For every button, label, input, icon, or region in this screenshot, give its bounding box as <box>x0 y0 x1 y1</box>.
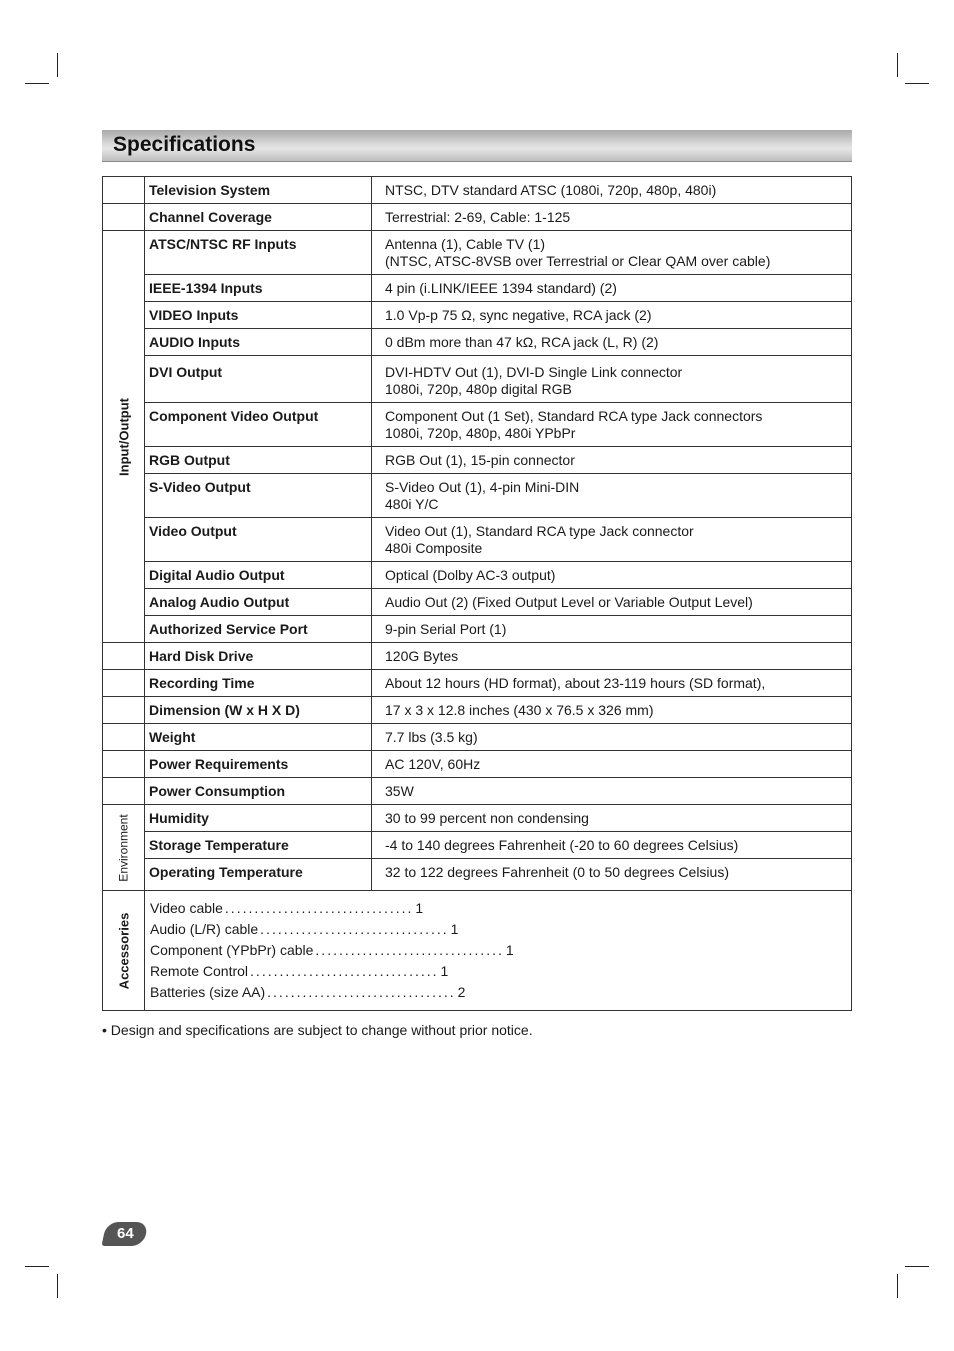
group-input-output <box>103 231 145 643</box>
spec-label: AUDIO Inputs <box>145 329 372 356</box>
spec-label: Operating Temperature <box>145 859 372 891</box>
spec-value: Audio Out (2) (Fixed Output Level or Variable Output Level) <box>372 589 852 616</box>
spec-label: Weight <box>145 724 372 751</box>
crop-mark <box>57 1274 58 1298</box>
crop-mark <box>57 53 58 77</box>
table-row <box>103 891 852 1011</box>
table-row <box>103 302 852 329</box>
table-row <box>103 589 852 616</box>
table-row <box>103 832 852 859</box>
list-item: Batteries (size AA) ................................ 2 <box>150 984 466 1000</box>
table-row <box>103 177 852 204</box>
table-row <box>103 329 852 356</box>
accessories-list <box>146 892 850 1009</box>
spec-value: Terrestrial: 2-69, Cable: 1-125 <box>372 204 852 231</box>
spec-label: Humidity <box>145 805 372 832</box>
spec-value: Video Out (1), Standard RCA type Jack connector 480i Composite <box>372 518 852 562</box>
crop-mark <box>25 1266 49 1267</box>
spec-value: 1.0 Vp-p 75 Ω, sync negative, RCA jack (2) <box>372 302 852 329</box>
accessories-cell <box>145 891 852 1011</box>
spec-value: 4 pin (i.LINK/IEEE 1394 standard) (2) <box>372 275 852 302</box>
spec-value: 120G Bytes <box>372 643 852 670</box>
spec-value: 0 dBm more than 47 kΩ, RCA jack (L, R) (2) <box>372 329 852 356</box>
crop-mark <box>25 83 49 84</box>
spec-value: 7.7 lbs (3.5 kg) <box>372 724 852 751</box>
list-item: Audio (L/R) cable ................................ 1 <box>150 921 459 937</box>
spec-value: 9-pin Serial Port (1) <box>372 616 852 643</box>
list-item: Video cable ................................ 1 <box>150 900 424 916</box>
table-row <box>103 670 852 697</box>
footnote: • Design and specifications are subject to change without prior notice. <box>102 1022 533 1038</box>
spec-label: Digital Audio Output <box>145 562 372 589</box>
spec-table <box>102 176 852 1011</box>
spec-value: Antenna (1), Cable TV (1) (NTSC, ATSC-8VSB over Terrestrial or Clear QAM over cable) <box>372 231 852 275</box>
spec-label: Channel Coverage <box>145 204 372 231</box>
spec-label: Power Consumption <box>145 778 372 805</box>
spec-label: Hard Disk Drive <box>145 643 372 670</box>
spec-label: Storage Temperature <box>145 832 372 859</box>
spec-value: 32 to 122 degrees Fahrenheit (0 to 50 degrees Celsius) <box>372 859 852 891</box>
table-row <box>103 356 852 403</box>
table-row <box>103 518 852 562</box>
table-row <box>103 403 852 447</box>
table-row <box>103 778 852 805</box>
list-item: Component (YPbPr) cable ................................ 1 <box>150 942 514 958</box>
table-row <box>103 474 852 518</box>
crop-mark <box>897 1274 898 1298</box>
spec-value: Component Out (1 Set), Standard RCA type Jack connectors 1080i, 720p, 480p, 480i YPbPr <box>372 403 852 447</box>
spec-label: S-Video Output <box>145 474 372 518</box>
page-number: 64 <box>116 1225 134 1242</box>
spec-value: DVI-HDTV Out (1), DVI-D Single Link connector 1080i, 720p, 480p digital RGB <box>372 356 852 403</box>
spec-value: NTSC, DTV standard ATSC (1080i, 720p, 480p, 480i) <box>372 177 852 204</box>
spec-label: Power Requirements <box>145 751 372 778</box>
table-row <box>103 204 852 231</box>
spec-label: Component Video Output <box>145 403 372 447</box>
title-bar <box>102 130 852 162</box>
group-label: Environment <box>116 813 130 882</box>
spec-label: Analog Audio Output <box>145 589 372 616</box>
spec-value: -4 to 140 degrees Fahrenheit (-20 to 60 degrees Celsius) <box>372 832 852 859</box>
spec-label: DVI Output <box>145 356 372 403</box>
list-item: Remote Control ................................ 1 <box>150 963 449 979</box>
page-title: Specifications <box>113 133 256 156</box>
spec-value: 35W <box>372 778 852 805</box>
table-row <box>103 616 852 643</box>
spec-label: Authorized Service Port <box>145 616 372 643</box>
table-row <box>103 859 852 891</box>
table-row <box>103 805 852 832</box>
spec-value: RGB Out (1), 15-pin connector <box>372 447 852 474</box>
table-row <box>103 447 852 474</box>
table-row <box>103 643 852 670</box>
spec-value: 17 x 3 x 12.8 inches (430 x 76.5 x 326 mm) <box>372 697 852 724</box>
table-row <box>103 562 852 589</box>
spec-label: ATSC/NTSC RF Inputs <box>145 231 372 275</box>
spec-value: Optical (Dolby AC-3 output) <box>372 562 852 589</box>
group-label: Input/Output <box>116 397 131 476</box>
group-accessories <box>103 891 145 1011</box>
crop-mark <box>905 1266 929 1267</box>
spec-value: 30 to 99 percent non condensing <box>372 805 852 832</box>
spec-label: Television System <box>145 177 372 204</box>
spec-label: Video Output <box>145 518 372 562</box>
page-number-badge <box>101 1222 148 1246</box>
table-row <box>103 275 852 302</box>
spec-label: VIDEO Inputs <box>145 302 372 329</box>
spec-value: S-Video Out (1), 4-pin Mini-DIN 480i Y/C <box>372 474 852 518</box>
group-environment <box>103 805 145 891</box>
group-label: Accessories <box>116 912 131 989</box>
table-row <box>103 751 852 778</box>
crop-mark <box>905 83 929 84</box>
spec-label: RGB Output <box>145 447 372 474</box>
spec-value: About 12 hours (HD format), about 23-119 hours (SD format), <box>372 670 852 697</box>
spec-label: Recording Time <box>145 670 372 697</box>
spec-label: Dimension (W x H X D) <box>145 697 372 724</box>
spec-label: IEEE-1394 Inputs <box>145 275 372 302</box>
table-row <box>103 231 852 275</box>
spec-value: AC 120V, 60Hz <box>372 751 852 778</box>
table-row <box>103 697 852 724</box>
table-row <box>103 724 852 751</box>
crop-mark <box>897 53 898 77</box>
